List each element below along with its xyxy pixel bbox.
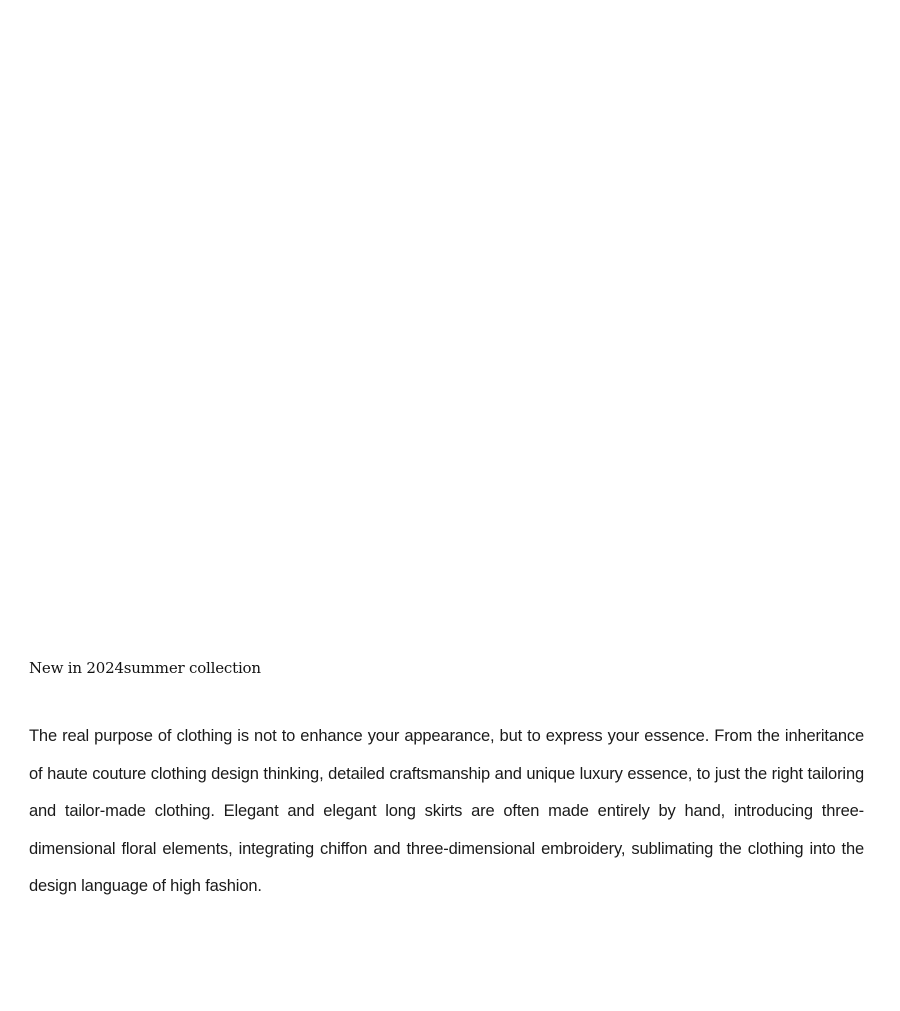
collection-heading: New in 2024summer collection [29,659,261,677]
collection-description: The real purpose of clothing is not to enhance your appearance, but to express your essence. From the inheritance of haute couture clothing design thinking, detailed craftsmanship and unique luxury essence, to just the right tailoring and tailor-made clothing. Elegant and elegant long skirts are often made entirely by hand, introducing three-dimensional floral elements, integrating chiffon and three-dimensional embroidery, sublimating the clothing into the design language of high fashion. [29,727,864,896]
